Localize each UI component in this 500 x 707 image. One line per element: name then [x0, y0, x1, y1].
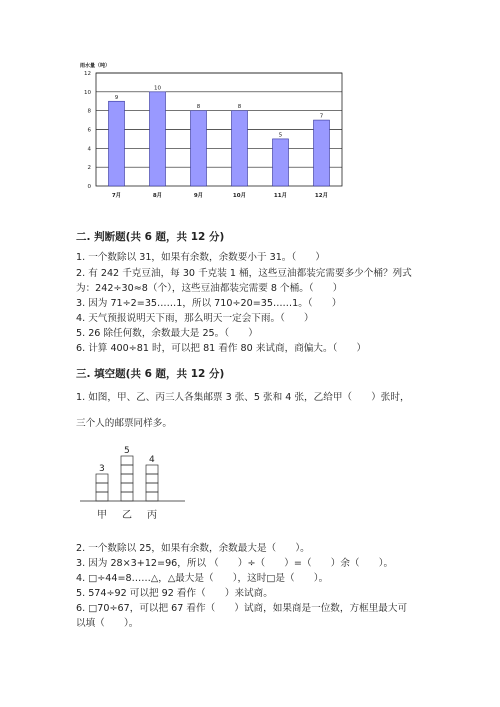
- y-tick-label: 4: [87, 146, 91, 153]
- bar-value-label: 8: [196, 104, 201, 111]
- x-tick-label: 7月: [111, 193, 122, 199]
- x-tick-label: 10月: [232, 193, 247, 199]
- fill-question-4: 4. □÷44=8……△，△最大是（ ），这时□是（ ）。: [76, 573, 329, 584]
- bar: [232, 111, 248, 186]
- bar-value-label: 8: [237, 104, 242, 111]
- stamp-cell: [121, 465, 133, 474]
- y-tick-label: 0: [87, 184, 91, 190]
- stamp-cell: [96, 492, 108, 501]
- rainfall-bar-chart: [80, 60, 345, 205]
- bar: [314, 120, 330, 186]
- section-title-fill: 三. 填空题(共 6 题，共 12 分): [76, 368, 225, 380]
- y-tick-label: 10: [84, 89, 91, 96]
- stamp-cell: [121, 474, 133, 483]
- stamp-cell: [96, 483, 108, 492]
- y-tick-label: 12: [84, 71, 91, 77]
- stamp-cell: [146, 465, 158, 474]
- fill-question-2: 2. 一个数除以 25，如果有余数，余数最大是（ ）。: [76, 543, 310, 554]
- bar: [191, 111, 207, 186]
- bar: [150, 92, 166, 186]
- y-tick-label: 6: [87, 127, 91, 134]
- x-tick-label: 9月: [193, 193, 204, 199]
- fill-question-1-line2: 三个人的邮票同样多。: [76, 418, 172, 429]
- x-tick-label: 12月: [314, 193, 329, 199]
- person-name-label: 丙: [147, 510, 157, 521]
- y-axis-label: 雨水量（吨）: [80, 63, 111, 69]
- judge-question-3: 3. 因为 71÷2=35……1，所以 710÷20=35……1。（ ）: [76, 298, 342, 309]
- stamp-cell: [146, 483, 158, 492]
- y-tick-label: 8: [87, 108, 91, 115]
- judge-question-2-line2: 为：242÷30≈8（个），这些豆油都装完需要 8 个桶。（ ）: [76, 283, 343, 294]
- fill-question-1-line1: 1. 如图，甲、乙、丙三人各集邮票 3 张、5 张和 4 张，乙给甲（ ）张时，: [76, 392, 410, 403]
- stamp-cell: [146, 492, 158, 501]
- judge-question-5: 5. 26 除任何数，余数最大是 25。（ ）: [76, 328, 258, 339]
- x-tick-label: 11月: [273, 193, 288, 199]
- stamp-count-label: 3: [99, 464, 105, 474]
- judge-question-1: 1. 一个数除以 31，如果有余数，余数要小于 31。（ ）: [76, 252, 325, 263]
- stamp-cell: [96, 474, 108, 483]
- fill-question-6-line1: 6. □70÷67，可以把 67 看作（ ）试商，如果商是一位数，方框里最大可: [76, 603, 408, 614]
- stamp-cell: [121, 492, 133, 501]
- y-tick-label: 2: [87, 165, 91, 172]
- stamp-count-label: 5: [124, 446, 130, 456]
- stamp-cell: [146, 474, 158, 483]
- x-tick-label: 8月: [152, 193, 163, 199]
- bar-value-label: 9: [114, 94, 119, 101]
- section-title-judge: 二. 判断题(共 6 题，共 12 分): [76, 231, 225, 243]
- bar-value-label: 7: [319, 113, 324, 120]
- fill-question-5: 5. 574÷92 可以把 92 看作（ ）来试商。: [76, 588, 273, 599]
- judge-question-2-line1: 2. 有 242 千克豆油，每 30 千克装 1 桶，这些豆油都装完需要多少个桶？列式: [76, 268, 412, 279]
- fill-question-3: 3. 因为 28×3+12=96，所以 （ ）÷（ ）=（ ）余（ ）。: [76, 558, 394, 569]
- stamp-cell: [121, 456, 133, 465]
- bar: [109, 101, 125, 186]
- bar-value-label: 5: [278, 132, 283, 139]
- bar-value-label: 10: [154, 85, 161, 92]
- person-name-label: 乙: [122, 510, 132, 521]
- judge-question-6: 6. 计算 400÷81 时，可以把 81 看作 80 来试商，商偏大。（ ）: [76, 343, 367, 354]
- stamp-count-label: 4: [149, 455, 155, 465]
- person-name-label: 甲: [97, 510, 107, 521]
- bar: [273, 139, 289, 186]
- judge-question-4: 4. 天气预报说明天下雨，那么明天一定会下雨。（ ）: [76, 313, 314, 324]
- stamp-count-diagram: [80, 440, 220, 525]
- fill-question-6-line2: 以填（ ）。: [76, 618, 139, 629]
- stamp-cell: [121, 483, 133, 492]
